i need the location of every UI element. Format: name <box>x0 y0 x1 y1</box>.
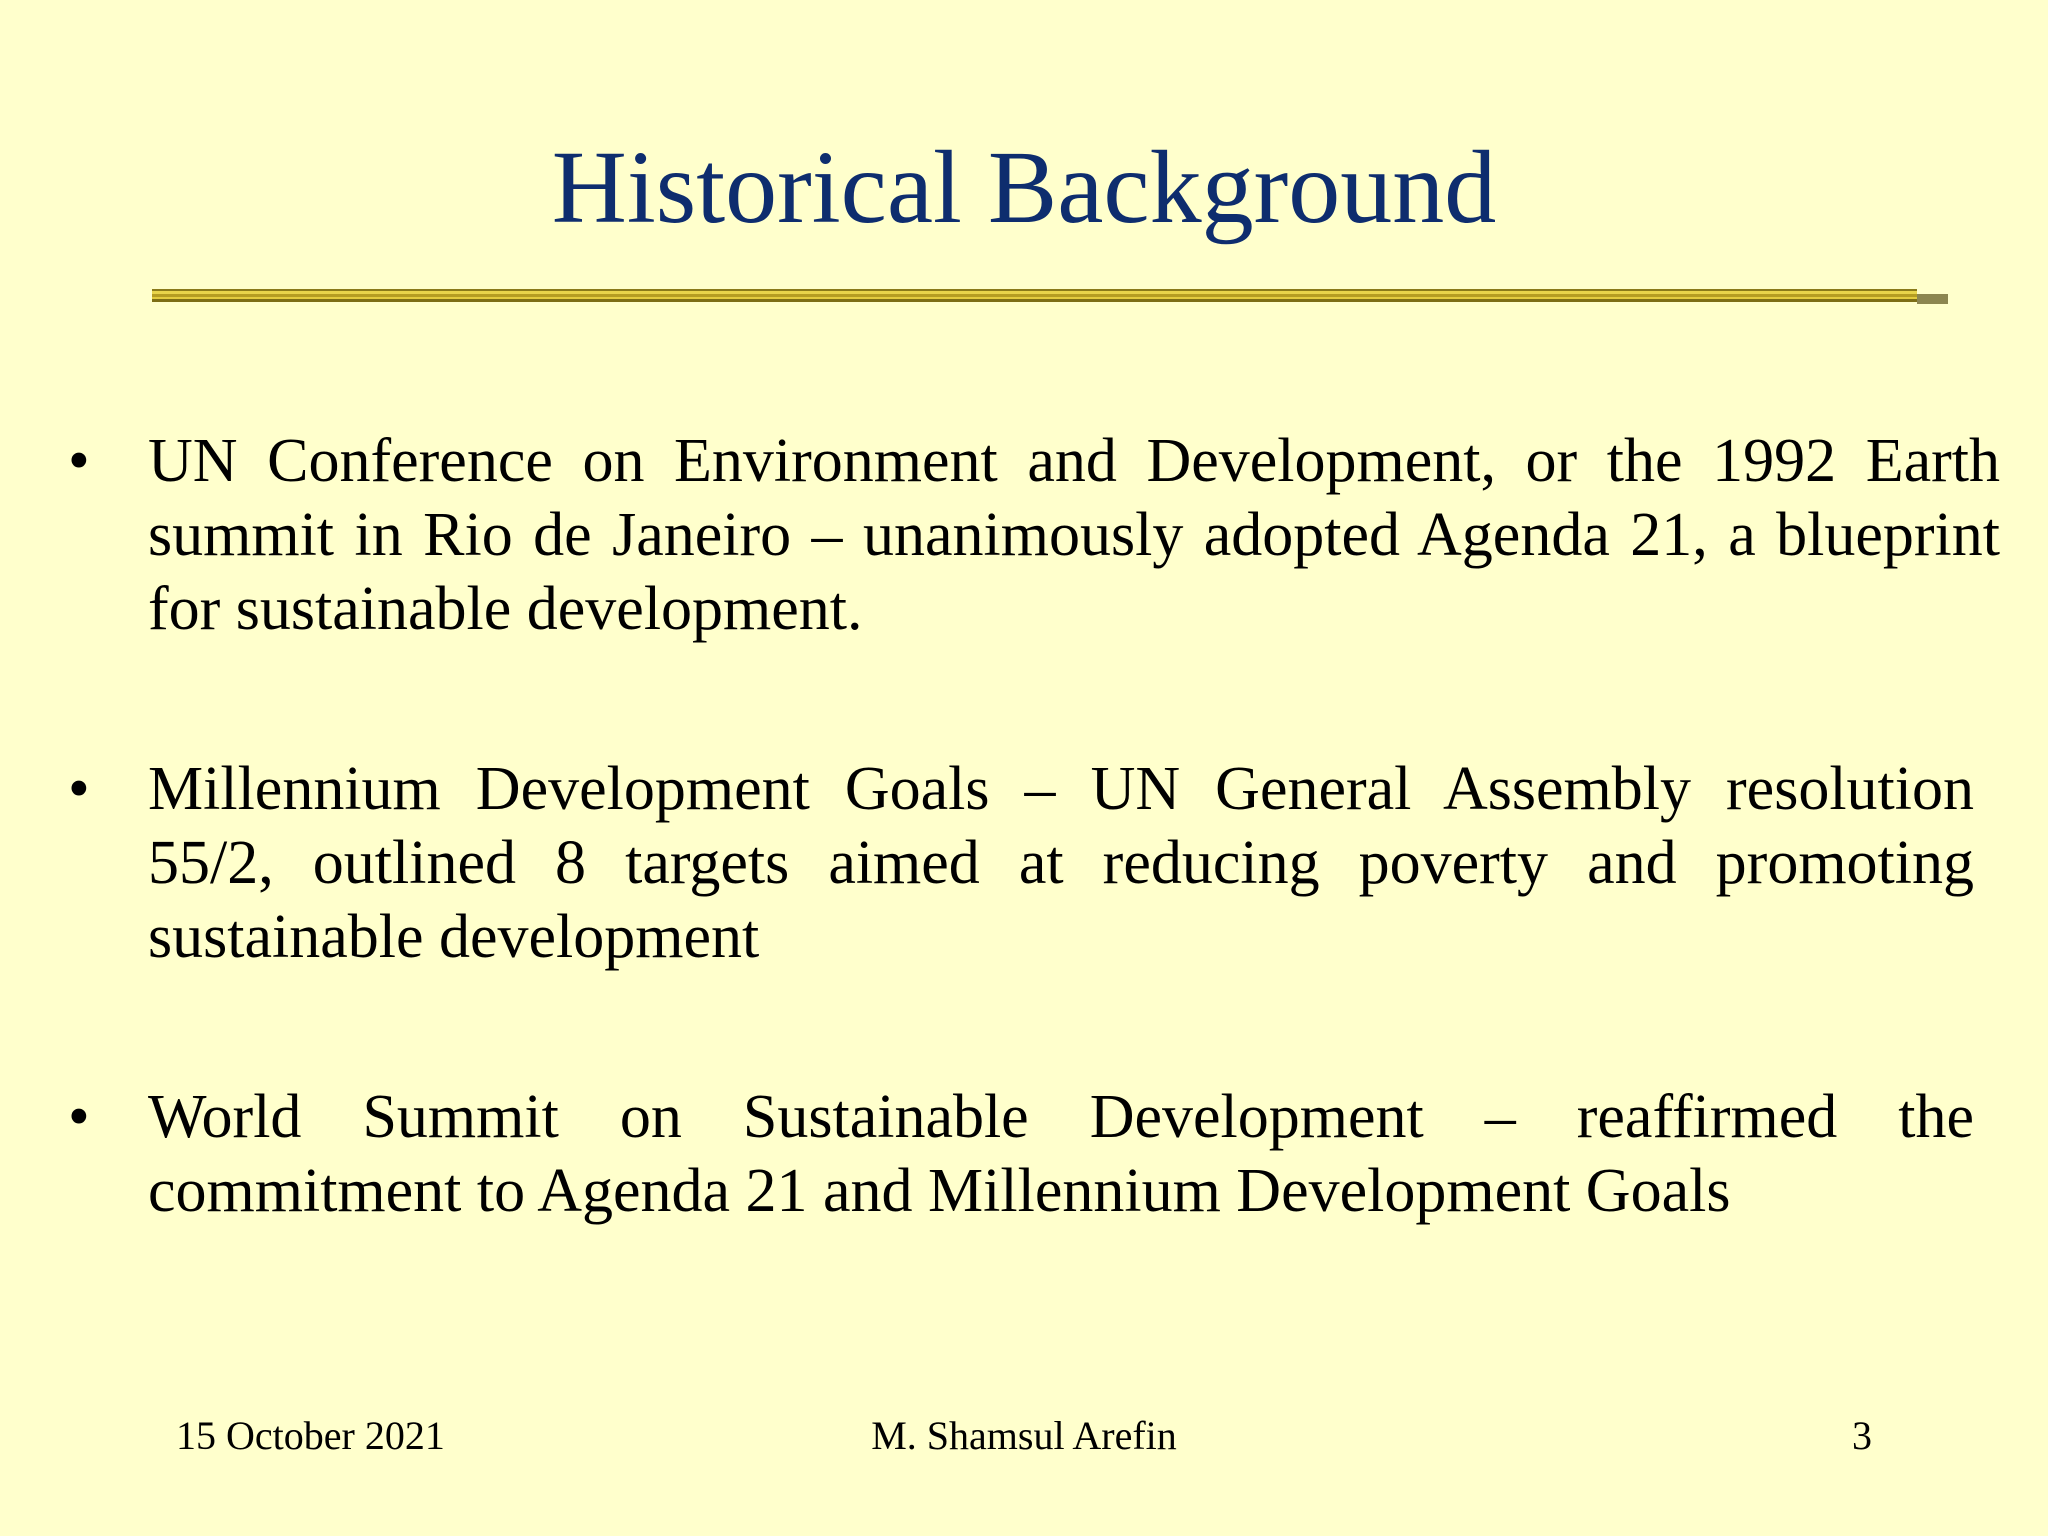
bullet-dot: • <box>68 755 90 823</box>
bullet-item <box>68 1080 1974 1228</box>
bullet-item <box>68 424 2000 646</box>
footer-author: M. Shamsul Arefin <box>871 1413 1177 1458</box>
bullet-text: UN Conference on Environment and Development, or the 1992 Earth summit in Rio de Janeiro – unanimously adopted Agenda 21, a blueprint for sustainable development. <box>148 427 2000 643</box>
footer-date: 15 October 2021 <box>176 1413 445 1458</box>
bullet-dot: • <box>68 1083 90 1151</box>
bullet-item <box>68 752 1974 974</box>
footer-page-number: 3 <box>1852 1413 1872 1458</box>
bullet-dot: • <box>68 427 90 495</box>
bullet-text: Millennium Development Goals – UN General Assembly resolution 55/2, outlined 8 targets aimed at reducing poverty and promoting sustainable development <box>148 755 1974 971</box>
bullet-text: World Summit on Sustainable Development – reaffirmed the commitment to Agenda 21 and Millennium Development Goals <box>148 1083 1974 1225</box>
slide-title: Historical Background <box>551 130 1497 245</box>
